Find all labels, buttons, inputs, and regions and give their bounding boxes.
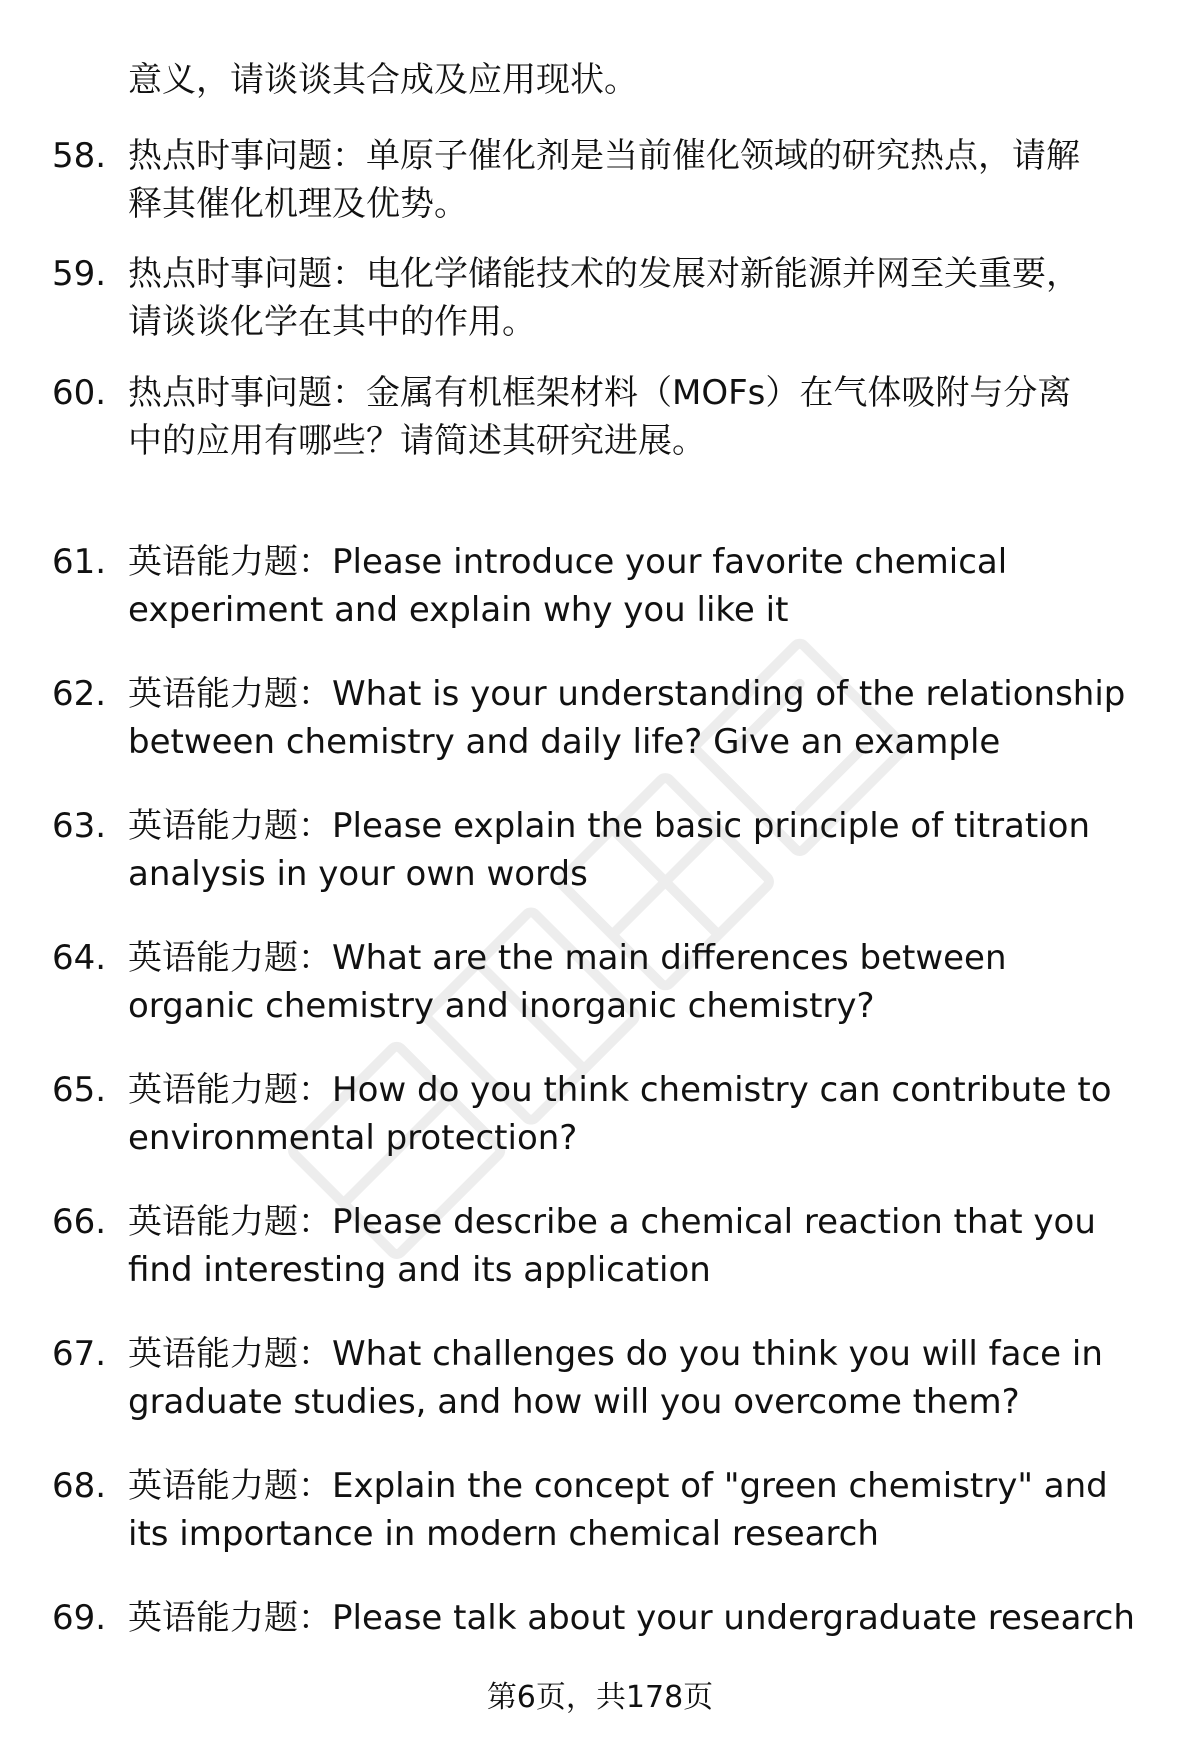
question-item <box>0 1462 1200 1562</box>
page-footer: 第6页，共178页 <box>486 1680 714 1715</box>
question-item <box>0 369 1200 469</box>
question-number: 65. <box>52 1070 107 1110</box>
question-number: 60. <box>52 373 107 413</box>
question-text-line: analysis in your own words <box>128 854 588 894</box>
question-text-line: 热点时事问题：金属有机框架材料（MOFs）在气体吸附与分离 <box>128 373 1072 413</box>
question-item <box>0 802 1200 902</box>
question-number: 68. <box>52 1466 107 1506</box>
question-number: 67. <box>52 1334 107 1374</box>
question-text-line: 英语能力题：Please explain the basic principle of titration <box>128 806 1091 846</box>
question-text-line: 英语能力题：What is your understanding of the relationship <box>128 674 1126 714</box>
question-text-line: 请谈谈化学在其中的作用。 <box>128 302 536 342</box>
question-text-line: 英语能力题：How do you think chemistry can contribute to <box>128 1070 1112 1110</box>
question-text-line: 热点时事问题：单原子催化剂是当前催化领域的研究热点，请解 <box>128 136 1080 176</box>
question-text-line: organic chemistry and inorganic chemistry? <box>128 986 875 1026</box>
question-text-line: 中的应用有哪些？请简述其研究进展。 <box>128 421 706 461</box>
question-text-line: 英语能力题：Please talk about your undergraduate research <box>128 1598 1135 1638</box>
continuation-text: 意义，请谈谈其合成及应用现状。 <box>128 60 638 100</box>
question-text-line: 释其催化机理及优势。 <box>128 184 468 224</box>
question-item <box>0 934 1200 1034</box>
question-text-line: find interesting and its application <box>128 1250 711 1290</box>
question-text-line: its importance in modern chemical research <box>128 1514 879 1554</box>
question-number: 59. <box>52 254 107 294</box>
question-number: 63. <box>52 806 107 846</box>
question-item <box>0 1066 1200 1166</box>
question-text-line: graduate studies, and how will you overcome them? <box>128 1382 1020 1422</box>
question-text-line: 英语能力题：Please introduce your favorite chemical <box>128 542 1008 582</box>
question-item <box>0 132 1200 232</box>
question-text-line: 英语能力题：Explain the concept of "green chemistry" and <box>128 1466 1108 1506</box>
question-number: 61. <box>52 542 107 582</box>
question-number: 66. <box>52 1202 107 1242</box>
question-text-line: 热点时事问题：电化学储能技术的发展对新能源并网至关重要， <box>128 254 1080 294</box>
question-item <box>0 250 1200 350</box>
question-item <box>0 538 1200 638</box>
question-text-line: 英语能力题：What are the main differences between <box>128 938 1007 978</box>
question-text-line: 英语能力题：Please describe a chemical reaction that you <box>128 1202 1096 1242</box>
question-item <box>0 1330 1200 1430</box>
question-item <box>0 1198 1200 1298</box>
question-text-line: between chemistry and daily life? Give an example <box>128 722 1001 762</box>
question-text-line: 英语能力题：What challenges do you think you will face in <box>128 1334 1103 1374</box>
question-number: 62. <box>52 674 107 714</box>
question-number: 69. <box>52 1598 107 1638</box>
question-number: 58. <box>52 136 107 176</box>
question-item <box>0 670 1200 770</box>
question-text-line: environmental protection? <box>128 1118 578 1158</box>
question-number: 64. <box>52 938 107 978</box>
question-text-line: experiment and explain why you like it <box>128 590 789 630</box>
